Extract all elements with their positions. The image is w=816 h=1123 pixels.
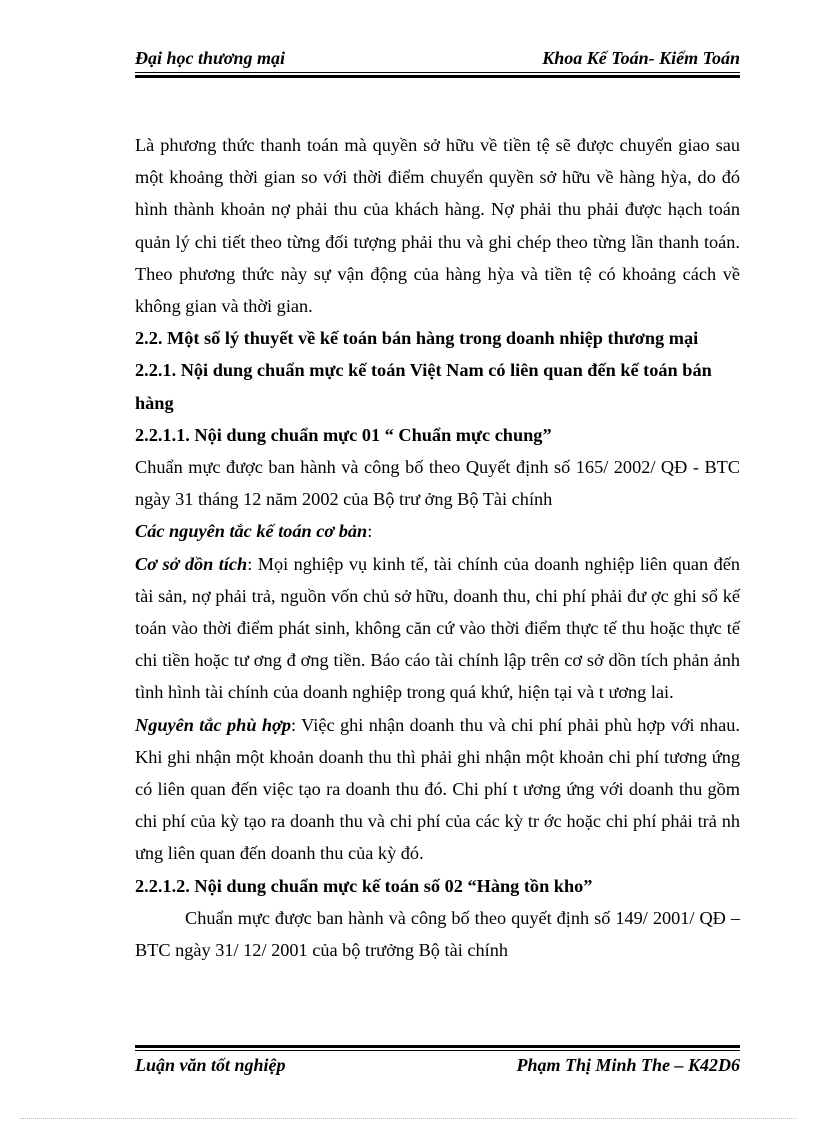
footer-rule-thick xyxy=(135,1045,740,1048)
paragraph-standard-02: Chuẩn mực được ban hành và công bố theo quyết định số 149/ 2001/ QĐ – BTC ngày 31/ 12/ 2001 của bộ trưởng Bộ tài chính xyxy=(135,907,740,961)
footer-author: Phạm Thị Minh The – K42D6 xyxy=(516,1055,740,1075)
paragraph-basic-principles xyxy=(135,515,740,547)
paragraph-intro: Là phương thức thanh toán mà quyền sở hữu về tiền tệ sẽ được chuyển giao sau một khoảng thời gian so với thời điểm chuyển quyền sở hữu về hàng hỳa, do đó hình thành khoản nợ phải thu của khách hàng. Nợ phải thu phải được hạch toán quản lý chi tiết theo từng đối tượng phải thu và ghi chép theo từng lần thanh toán. Theo phương thức này sự vận động của hàng hỳa và tiền tệ có khoảng cách về không gian và thời gian. xyxy=(135,135,740,317)
section-heading-2-2-1-1: 2.2.1.1. Nội dung chuẩn mực 01 “ Chuẩn mực chung” xyxy=(135,424,552,445)
footer-thesis: Luận văn tốt nghiệp xyxy=(135,1055,286,1075)
paragraph-standard-01: Chuẩn mực được ban hành và công bố theo Quyết định số 165/ 2002/ QĐ - BTC ngày 31 tháng 12 năm 2002 của Bộ trư ởng Bộ Tài chính xyxy=(135,457,740,510)
matching-text: : Việc ghi nhận doanh thu và chi phí phải phù hợp với nhau. Khi ghi nhận một khoản doanh thu thì phải ghi nhận một khoản chi phí tương ứng có liên quan đến việc tạo ra doanh thu đó. Chi phí t ương ứng với doanh thu gồm chi phí của kỳ tạo ra doanh thu và chi phí của các kỳ tr ớc hoặc chi phí phải trả nh ưng liên quan đến doanh thu của kỳ đó. xyxy=(135,714,740,864)
paragraph-matching xyxy=(135,709,740,870)
page-header xyxy=(135,48,740,72)
page-footer xyxy=(135,1055,740,1079)
principles-heading: Các nguyên tắc kế toán cơ bản xyxy=(135,521,368,542)
accrual-lead: Cơ sở dồn tích xyxy=(135,553,248,574)
header-rule-thick xyxy=(135,75,740,78)
section-heading-2-2: 2.2. Một số lý thuyết về kế toán bán hàng trong doanh nhiệp thương mại xyxy=(135,328,699,349)
page-bottom-border xyxy=(20,1118,796,1119)
section-heading-2-2-1: 2.2.1. Nội dung chuẩn mực kế toán Việt Nam có liên quan đến kế toán bán hàng xyxy=(135,360,712,413)
matching-lead: Nguyên tắc phù hợp xyxy=(135,714,292,735)
header-university: Đại học thương mại xyxy=(135,48,285,68)
footer-rule-thin xyxy=(135,1050,740,1051)
section-heading-2-2-1-2: 2.2.1.2. Nội dung chuẩn mực kế toán số 02 “Hàng tồn kho” xyxy=(135,875,593,896)
header-rule-thin xyxy=(135,72,740,73)
paragraph-accrual xyxy=(135,548,740,709)
accrual-text: : Mọi nghiệp vụ kinh tế, tài chính của doanh nghiệp liên quan đến tài sản, nợ phải trả, nguồn vốn chủ sở hữu, doanh thu, chi phí phải đư ợc ghi sổ kế toán vào thời điểm phát sinh, không căn cứ vào thời điểm thực tế thu hoặc thực tế chi tiền hoặc tư ơng đ ơng tiền. Báo cáo tài chính lập trên cơ sở dồn tích phản ảnh tình hình tài chính của doanh nghiệp trong quá khứ, hiện tại và t ương lai. xyxy=(135,553,740,703)
header-faculty: Khoa Kế Toán- Kiểm Toán xyxy=(542,48,740,68)
document-body xyxy=(135,129,740,966)
principles-colon: : xyxy=(367,521,373,542)
